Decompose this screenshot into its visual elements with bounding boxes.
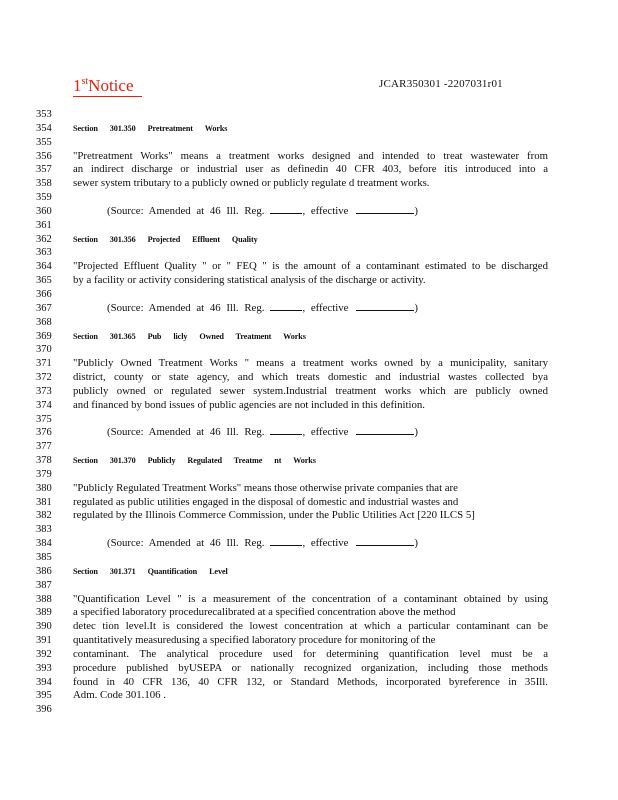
body-text: "Publicly Owned Treatment Works " means a treatment works owned by a municipality, sanitary bbox=[73, 357, 548, 370]
document-line bbox=[0, 163, 618, 177]
document-line bbox=[0, 122, 618, 136]
line-number: 365 bbox=[36, 275, 52, 287]
document-line bbox=[0, 219, 618, 233]
line-number: 370 bbox=[36, 344, 52, 356]
line-number: 385 bbox=[36, 552, 52, 563]
document-line bbox=[0, 357, 618, 371]
line-number: 386 bbox=[36, 565, 52, 577]
document-line bbox=[0, 537, 618, 551]
document-line bbox=[0, 426, 618, 440]
document-line bbox=[0, 108, 618, 122]
section-heading: Section 301.350 Pretreatment Works bbox=[73, 123, 228, 133]
body-text: an indirect discharge or industrial user as definedin 40 CFR 403, before itis introduced into a bbox=[73, 163, 548, 176]
document-line bbox=[0, 620, 618, 634]
document-line bbox=[0, 316, 618, 330]
line-number: 372 bbox=[36, 372, 52, 384]
document-line bbox=[0, 634, 618, 648]
line-number: 381 bbox=[36, 496, 52, 508]
line-number: 354 bbox=[36, 122, 52, 134]
effective-label: effective bbox=[310, 537, 349, 550]
line-number: 374 bbox=[36, 399, 52, 411]
line-number: 388 bbox=[36, 593, 52, 605]
line-number: 382 bbox=[36, 510, 52, 522]
source-text: (Source: Amended at 46 Ill. Reg. bbox=[107, 301, 265, 314]
document-line bbox=[0, 551, 618, 565]
line-number: 379 bbox=[36, 468, 52, 480]
line-number: 390 bbox=[36, 621, 52, 633]
document-line bbox=[0, 399, 618, 413]
body-text: "Projected Effluent Quality " or " FEQ " is the amount of a contaminant estimated to be discharged bbox=[73, 260, 548, 273]
line-number: 392 bbox=[36, 648, 52, 660]
line-number: 371 bbox=[36, 358, 52, 370]
body-text: regulated as public utilities engaged in the disposal of domestic and industrial wastes and bbox=[73, 495, 459, 508]
line-number: 363 bbox=[36, 247, 52, 259]
document-line bbox=[0, 648, 618, 662]
line-number: 359 bbox=[36, 192, 52, 204]
document-line bbox=[0, 565, 618, 579]
line-number: 358 bbox=[36, 178, 52, 190]
source-note: (Source: Amended at 46 Ill. Reg. , effective ) bbox=[107, 537, 419, 550]
section-heading: Section 301.365 Pub licly Owned Treatment Works bbox=[73, 331, 306, 341]
line-number: 387 bbox=[36, 579, 52, 591]
document-line bbox=[0, 482, 618, 496]
line-number: 362 bbox=[36, 233, 52, 245]
effective-date-blank bbox=[356, 213, 414, 214]
document-line bbox=[0, 440, 618, 454]
document-line bbox=[0, 136, 618, 150]
body-text: a specified laboratory procedurecalibrated at a specified concentration above the method bbox=[73, 606, 456, 619]
line-number: 357 bbox=[36, 164, 52, 176]
line-number: 380 bbox=[36, 482, 52, 494]
line-number: 384 bbox=[36, 538, 52, 550]
body-text: district, county or state agency, and which treats domestic and industrial wastes collected bya bbox=[73, 371, 548, 384]
line-number: 373 bbox=[36, 385, 52, 397]
line-number: 356 bbox=[36, 150, 52, 162]
register-blank bbox=[270, 545, 302, 546]
document-line bbox=[0, 246, 618, 260]
document-line bbox=[0, 385, 618, 399]
document-line bbox=[0, 150, 618, 164]
source-text: (Source: Amended at 46 Ill. Reg. bbox=[107, 426, 265, 439]
document-line bbox=[0, 288, 618, 302]
source-text: (Source: Amended at 46 Ill. Reg. bbox=[107, 204, 265, 217]
document-line bbox=[0, 606, 618, 620]
source-note: (Source: Amended at 46 Ill. Reg. , effective ) bbox=[107, 426, 419, 439]
document-line bbox=[0, 689, 618, 703]
effective-label: effective bbox=[310, 426, 349, 439]
register-blank bbox=[270, 434, 302, 435]
document-line bbox=[0, 191, 618, 205]
document-line bbox=[0, 662, 618, 676]
source-note: (Source: Amended at 46 Ill. Reg. , effective ) bbox=[107, 204, 419, 217]
document-code: JCAR350301 -2207031r01 bbox=[379, 78, 503, 90]
section-heading: Section 301.371 Quantification Level bbox=[73, 566, 228, 576]
document-line bbox=[0, 274, 618, 288]
section-heading: Section 301.370 Publicly Regulated Treatme nt Works bbox=[73, 456, 316, 466]
section-heading: Section 301.356 Projected Effluent Quality bbox=[73, 234, 258, 244]
register-blank bbox=[270, 310, 302, 311]
document-line bbox=[0, 233, 618, 247]
document-line bbox=[0, 468, 618, 482]
document-line bbox=[0, 703, 618, 717]
notice-number: 1 bbox=[73, 76, 82, 95]
effective-date-blank bbox=[356, 310, 414, 311]
line-number: 369 bbox=[36, 330, 52, 342]
document-line bbox=[0, 302, 618, 316]
body-text: found in 40 CFR 136, 40 CFR 132, or Standard Methods, incorporated byreference in 35Ill. bbox=[73, 675, 548, 688]
notice-word: Notice bbox=[88, 76, 134, 95]
body-text: "Publicly Regulated Treatment Works" means those otherwise private companies that are bbox=[73, 481, 458, 494]
effective-label: effective bbox=[310, 301, 349, 314]
line-number: 395 bbox=[36, 690, 52, 702]
document-line bbox=[0, 413, 618, 427]
document-line bbox=[0, 330, 618, 344]
document-line bbox=[0, 177, 618, 191]
line-number: 393 bbox=[36, 662, 52, 674]
document-line bbox=[0, 509, 618, 523]
body-text: by a facility or activity considering statistical analysis of the discharge or activity. bbox=[73, 274, 426, 287]
line-number: 378 bbox=[36, 455, 52, 467]
line-number: 394 bbox=[36, 676, 52, 688]
body-text: Adm. Code 301.106 . bbox=[73, 689, 166, 702]
body-text: quantitatively measuredusing a specified laboratory procedure for monitoring of the bbox=[73, 634, 436, 647]
body-text: contaminant. The analytical procedure used for determining quantification level must be a bbox=[73, 647, 548, 660]
notice-label bbox=[73, 72, 142, 97]
line-number: 391 bbox=[36, 635, 52, 647]
document-line bbox=[0, 454, 618, 468]
line-number: 376 bbox=[36, 427, 52, 439]
line-number: 367 bbox=[36, 302, 52, 314]
line-number: 353 bbox=[36, 109, 52, 120]
register-blank bbox=[270, 213, 302, 214]
line-number: 396 bbox=[36, 704, 52, 716]
document-line bbox=[0, 371, 618, 385]
document-line bbox=[0, 205, 618, 219]
line-number: 355 bbox=[36, 136, 52, 148]
effective-date-blank bbox=[356, 434, 414, 435]
line-number: 383 bbox=[36, 524, 52, 536]
document-line bbox=[0, 593, 618, 607]
document-line bbox=[0, 579, 618, 593]
line-number: 364 bbox=[36, 261, 52, 273]
body-text: and financed by bond issues of public agencies are not included in this definition. bbox=[73, 398, 426, 411]
body-text: regulated by the Illinois Commerce Commission, under the Public Utilities Act [220 ILCS 5] bbox=[73, 509, 475, 522]
notice-ordinal: st bbox=[81, 76, 89, 87]
body-text: publicly owned or regulated sewer system.Industrial treatment works which are publicly owned bbox=[73, 384, 548, 397]
line-number: 389 bbox=[36, 607, 52, 619]
document-line bbox=[0, 260, 618, 274]
body-text: "Pretreatment Works" means a treatment works designed and intended to treat wastewater from bbox=[73, 149, 548, 162]
body-text: sewer system tributary to a publicly owned or publicly regulate d treatment works. bbox=[73, 177, 430, 190]
document-line bbox=[0, 676, 618, 690]
effective-date-blank bbox=[356, 545, 414, 546]
body-text: detec tion level.It is considered the lowest concentration at which a particular contaminant can be bbox=[73, 620, 548, 633]
body-text: "Quantification Level " is a measurement of the concentration of a contaminant obtained by using bbox=[73, 592, 548, 605]
body-text: procedure published byUSEPA or nationally recognized organization, including those methods bbox=[73, 661, 548, 674]
line-number: 375 bbox=[36, 413, 52, 425]
document-line bbox=[0, 523, 618, 537]
line-number: 366 bbox=[36, 288, 52, 300]
line-number: 368 bbox=[36, 316, 52, 328]
document-body bbox=[0, 108, 618, 717]
source-text: (Source: Amended at 46 Ill. Reg. bbox=[107, 537, 265, 550]
line-number: 360 bbox=[36, 205, 52, 217]
effective-label: effective bbox=[310, 204, 349, 217]
line-number: 377 bbox=[36, 441, 52, 453]
source-note: (Source: Amended at 46 Ill. Reg. , effective ) bbox=[107, 301, 419, 314]
line-number: 361 bbox=[36, 219, 52, 231]
document-line bbox=[0, 343, 618, 357]
document-line bbox=[0, 496, 618, 510]
